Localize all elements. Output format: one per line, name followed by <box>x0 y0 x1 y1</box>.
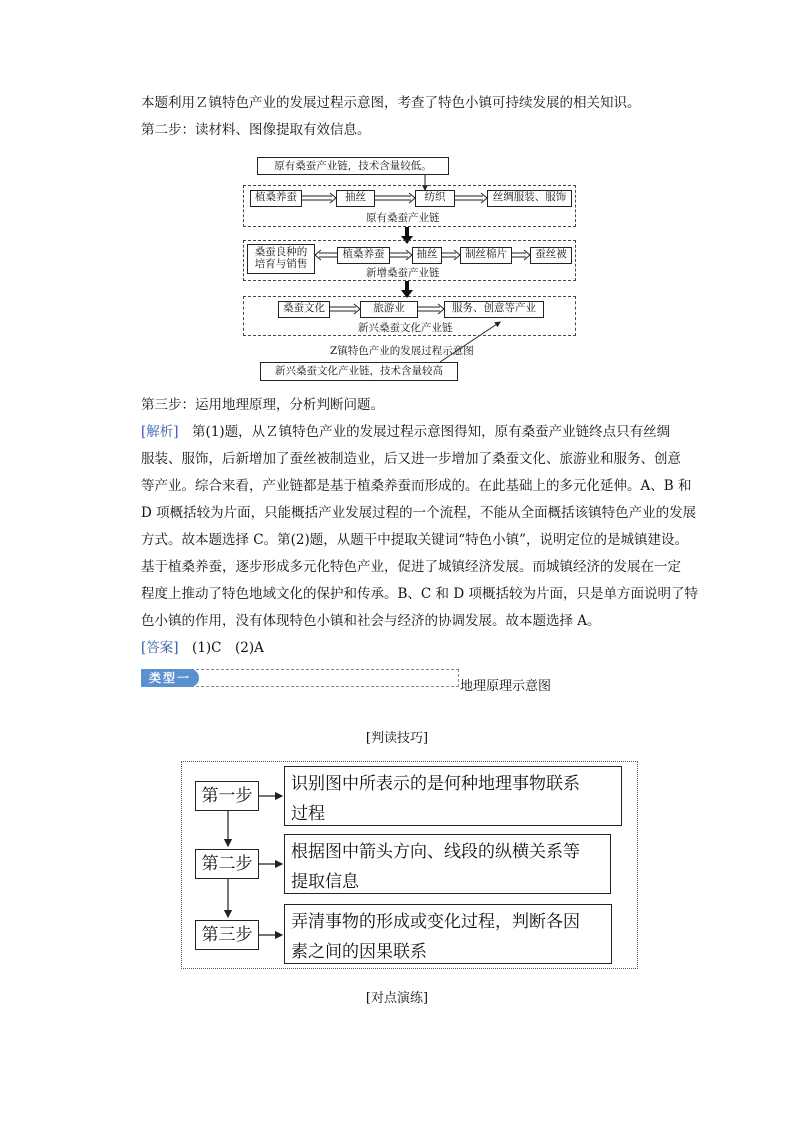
analysis-line-3: 等产业。综合来看，产业链都是基于植桑养蚕而形成的。在此基础上的多元化延伸。A、B 和 <box>141 478 692 494</box>
skill-step-3-line2: 素之间的因果联系 <box>291 942 427 962</box>
diagram-caption: Z镇特色产业的发展过程示意图 <box>330 345 474 357</box>
step3-text: 第三步：运用地理原理，分析判断问题。 <box>141 397 384 413</box>
practice-heading: [对点演练] <box>365 991 429 1006</box>
analysis-line-5: 方式。故本题选择 C。第(2)题，从题干中提取关键词“特色小镇”，说明定位的是城镇建设。 <box>141 532 689 548</box>
type-title: 地理原理示意图 <box>460 679 552 694</box>
analysis-tag: [解析] <box>141 424 179 440</box>
analysis-line-6: 基于植桑养蚕，逐步形成多元化特色产业，促进了城镇经济发展。而城镇经济的发展在一定 <box>141 559 681 575</box>
analysis-line-1: [解析] 第(1)题，从Ｚ镇特色产业的发展过程示意图得知，原有桑蚕产业链终点只有丝绸 <box>141 424 671 440</box>
skill-step-3-box <box>284 904 612 964</box>
skill-step-3-label: 第三步 <box>195 920 259 950</box>
skill-step-2-line2: 提取信息 <box>291 872 359 892</box>
skill-step-3-line1: 弄清事物的形成或变化过程，判断各因 <box>291 912 580 932</box>
skill-step-2-line1: 根据图中箭头方向、线段的纵横关系等 <box>291 842 580 862</box>
skill-step-2-box <box>284 834 611 894</box>
row1-label: 原有桑蚕产业链 <box>366 212 440 224</box>
row2-box-5: 蚕丝被 <box>530 247 572 264</box>
row3-box-3: 服务、创意等产业 <box>444 301 544 318</box>
analysis-line-2: 服装、服饰，后新增加了蚕丝被制造业，后又进一步增加了桑蚕文化、旅游业和服务、创意 <box>141 451 681 467</box>
skill-step-1-label: 第一步 <box>195 781 259 811</box>
skill-step-1-line2: 过程 <box>291 804 325 824</box>
bottom-note-box: 新兴桑蚕文化产业链，技术含量较高 <box>260 362 458 381</box>
top-note-box: 原有桑蚕产业链，技术含量较低。 <box>257 157 449 175</box>
row1-box-1: 植桑养蚕 <box>250 190 302 207</box>
row2-box-4: 制丝棉片 <box>460 247 512 264</box>
skill-step-2-label: 第二步 <box>195 849 259 879</box>
row2-box-2: 植桑养蚕 <box>337 247 390 264</box>
skill-step-1-line1: 识别图中所表示的是何种地理事物联系 <box>291 774 580 794</box>
row2-box-3: 抽丝 <box>412 247 442 264</box>
row3-box-1: 桑蚕文化 <box>278 301 330 318</box>
answer-text: (1)C (2)A <box>178 640 264 656</box>
skill-step-1-box <box>284 766 622 826</box>
type-badge: 类型一 <box>141 669 199 687</box>
row1-box-3: 纺织 <box>415 190 455 207</box>
row3-label: 新兴桑蚕文化产业链 <box>358 322 453 334</box>
row1-box-4: 丝绸服装、服饰 <box>487 190 572 207</box>
row1-box-2: 抽丝 <box>336 190 375 207</box>
analysis-line-4: D 项概括较为片面，只能概括产业发展过程的一个流程，不能从全面概括该镇特色产业的发展 <box>141 505 697 521</box>
analysis-line-7: 程度上推动了特色地域文化的保护和传承。B、C 和 D 项概括较为片面，只是单方面说明了特 <box>141 586 698 602</box>
intro-text: 本题利用Ｚ镇特色产业的发展过程示意图，考查了特色小镇可持续发展的相关知识。 <box>141 95 641 111</box>
step2-text: 第二步：读材料、图像提取有效信息。 <box>141 122 371 138</box>
row2-label: 新增桑蚕产业链 <box>366 267 440 279</box>
row2-box-1: 桑蚕良种的培育与销售 <box>247 244 315 274</box>
skills-heading: [判读技巧] <box>365 731 429 746</box>
analysis-line-8: 色小镇的作用，没有体现特色小镇和社会与经济的协调发展。故本题选择 A。 <box>141 613 601 629</box>
row3-box-2: 旅游业 <box>360 301 418 318</box>
answer-tag: [答案] <box>141 640 179 656</box>
